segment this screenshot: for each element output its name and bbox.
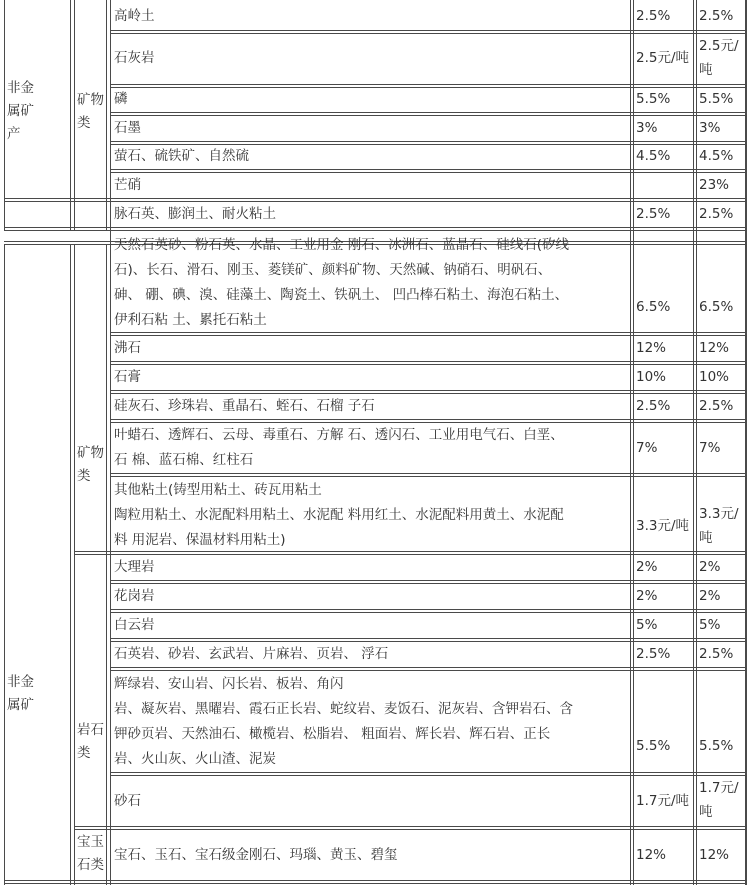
tax-rate: 7% (699, 440, 721, 456)
tax-rate: 3.3元/吨 (636, 518, 690, 534)
tax-rate: 2.5% (636, 8, 671, 24)
tax-rate: 2.5% (636, 398, 671, 414)
tax-rate: 7% (636, 440, 658, 456)
mineral-name: 石膏 (114, 369, 141, 385)
mineral-name: 宝石、玉石、宝石级金刚石、玛瑙、黄玉、碧玺 (114, 847, 398, 863)
mineral-name: 石英岩、砂岩、玄武岩、片麻岩、页岩、 浮石 (114, 646, 389, 662)
grid-line (110, 172, 747, 173)
grid-line (70, 244, 71, 885)
mineral-name: 白云岩 (114, 617, 155, 633)
grid-line (74, 201, 75, 230)
grid-line (110, 473, 747, 474)
grid-line (110, 609, 747, 610)
mineral-name: 花岗岩 (114, 588, 155, 604)
tax-rate: 5.5% (699, 91, 734, 107)
grid-line (74, 826, 747, 827)
category-nonmetal-2: 非金 属矿 (7, 674, 34, 713)
tax-rate: 12% (636, 847, 667, 863)
grid-line (110, 419, 747, 420)
tax-rate: 2.5% (636, 646, 671, 662)
subcategory-rocks: 岩石 类 (77, 722, 104, 761)
tax-rate: 1.7元/吨 (636, 793, 690, 809)
mineral-name: 沸石 (114, 340, 141, 356)
subcategory-minerals-1: 矿物 类 (77, 92, 104, 131)
tax-rate: 6.5% (699, 299, 734, 315)
grid-line (110, 390, 747, 391)
grid-line (110, 30, 747, 31)
grid-line (630, 0, 631, 885)
grid-line (74, 829, 747, 830)
grid-line (110, 772, 747, 773)
grid-line (110, 169, 747, 170)
grid-line (4, 201, 5, 230)
tax-rate: 4.5% (636, 148, 671, 164)
tax-rate: 12% (699, 340, 730, 356)
mineral-name: 磷 (114, 91, 128, 107)
tax-rate: 5.5% (636, 738, 671, 754)
tax-rate: 2% (699, 559, 721, 575)
tax-rate: 23% (699, 177, 730, 193)
grid-line (4, 0, 5, 201)
tax-rate: 2.5% (699, 8, 734, 24)
tax-rate: 2% (636, 559, 658, 575)
tax-rate: 1.7元/ 吨 (699, 780, 739, 820)
grid-line (110, 84, 747, 85)
mineral-name: 硅灰石、珍珠岩、重晶石、蛭石、石榴 子石 (114, 398, 375, 414)
mineral-name: 芒硝 (114, 177, 141, 193)
tax-rate: 2% (699, 588, 721, 604)
grid-line (106, 244, 107, 885)
grid-line (110, 580, 747, 581)
tax-rate: 2.5% (699, 206, 734, 222)
mineral-name: 其他粘土(铸型用粘土、砖瓦用粘土 陶粒用粘土、水泥配料用粘土、水泥配 料用红土、水泥配料用黄土、水泥配 料 用泥岩、保温材料用粘土) (114, 482, 564, 548)
mineral-name: 辉绿岩、安山岩、闪长岩、板岩、角闪 岩、凝灰岩、黑曜岩、霞石正长岩、蛇纹岩、麦饭石、泥灰岩、含钾岩石、含 钾砂页岩、天然油石、橄榄岩、松脂岩、 粗面岩、辉长岩、辉石岩、正长 岩、火山灰、火山渣、泥炭 (114, 676, 573, 767)
mineral-name: 叶蜡石、透辉石、云母、毒重石、方解 石、透闪石、工业用电气石、白垩、 石 棉、蓝石棉、红柱石 (114, 427, 564, 468)
category-nonmetal-1: 非金 属矿 产 (7, 80, 34, 142)
grid-line (110, 667, 747, 668)
grid-line (110, 476, 747, 477)
mineral-name: 大理岩 (114, 559, 155, 575)
tax-rate: 2% (636, 588, 658, 604)
grid-line (4, 244, 5, 885)
tax-rate: 4.5% (699, 148, 734, 164)
grid-line (74, 0, 75, 201)
grid-line (110, 141, 747, 142)
tax-rate: 5.5% (636, 91, 671, 107)
tax-rate: 10% (636, 369, 667, 385)
subcategory-minerals-2: 矿物 类 (77, 445, 104, 484)
tax-rate: 5.5% (699, 738, 734, 754)
grid-line (696, 0, 697, 885)
mineral-name: 脉石英、膨润土、耐火粘土 (114, 206, 276, 222)
tax-rate: 2.5% (699, 398, 734, 414)
grid-line (693, 0, 694, 885)
grid-line (110, 361, 747, 362)
tax-rate: 5% (636, 617, 658, 633)
grid-line (110, 638, 747, 639)
tax-rate: 2.5元/吨 (636, 50, 690, 66)
tax-rate: 2.5% (699, 646, 734, 662)
grid-line (74, 244, 75, 885)
grid-line (110, 112, 747, 113)
tax-rate: 5% (699, 617, 721, 633)
tax-rate: 2.5% (636, 206, 671, 222)
mineral-name: 萤石、硫铁矿、自然硫 (114, 148, 249, 164)
grid-line (633, 0, 634, 885)
grid-line (70, 0, 71, 201)
grid-line (70, 201, 71, 230)
grid-line (106, 201, 107, 230)
grid-line (4, 198, 747, 199)
grid-line (4, 883, 747, 884)
grid-line (4, 230, 747, 231)
tax-rate: 3% (636, 120, 658, 136)
tax-rate: 12% (636, 340, 667, 356)
mineral-name: 高岭土 (114, 8, 155, 24)
grid-line (110, 775, 747, 776)
grid-line (110, 670, 747, 671)
grid-line (4, 227, 747, 228)
mineral-name: 石墨 (114, 120, 141, 136)
grid-line (110, 0, 111, 885)
tax-rate: 12% (699, 847, 730, 863)
subcategory-gems: 宝玉 石类 (77, 834, 104, 873)
tax-rate: 2.5元/ 吨 (699, 38, 739, 78)
tax-rate: 10% (699, 369, 730, 385)
tax-rate: 3% (699, 120, 721, 136)
tax-rate: 6.5% (636, 299, 671, 315)
grid-line (110, 33, 747, 34)
grid-line (745, 0, 747, 885)
mineral-name: 砂石 (114, 793, 141, 809)
mineral-name: 天然石英砂、粉石英、水晶、工业用金 刚石、冰洲石、蓝晶石、硅线石(矽线 石)、长石、滑石、刚玉、菱镁矿、颜料矿物、天然碱、钠硝石、明矾石、 砷、 硼、碘、溴、硅藻土、陶瓷土、铁矾土、 凹凸棒石粘土、海泡石粘土、 伊利石粘 土、累托石粘土 (114, 237, 570, 328)
grid-line (4, 880, 747, 881)
grid-line (106, 0, 107, 201)
mineral-name: 石灰岩 (114, 50, 155, 66)
tax-rate: 3.3元/ 吨 (699, 506, 739, 546)
